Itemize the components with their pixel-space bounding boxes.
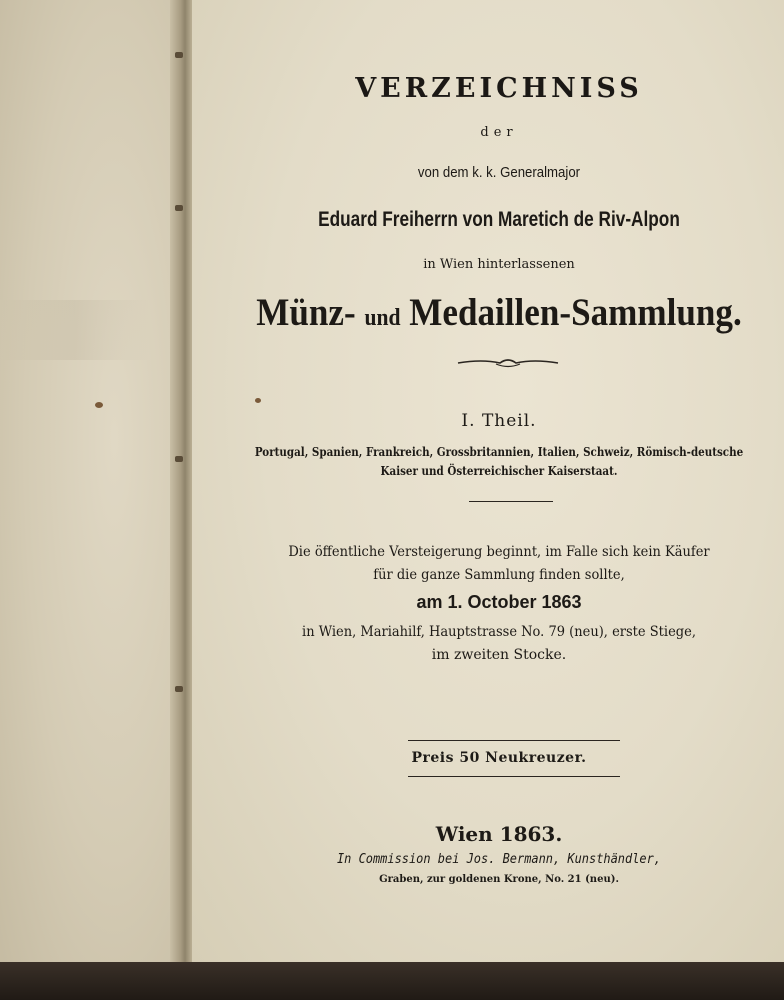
countries-line-1: Portugal, Spanien, Frankreich, Grossbritannien, Italien, Schweiz, Römisch-deutsche — [254, 445, 744, 459]
collection-title-part1: Münz- — [256, 291, 356, 334]
binding-stitch — [175, 52, 183, 58]
place-year: Wien 1863. — [435, 822, 563, 846]
shop-address: Graben, zur goldenen Krone, No. 21 (neu). — [379, 874, 619, 885]
auction-date: am 1. October 1863 — [416, 592, 582, 612]
collection-title — [243, 290, 756, 335]
title-page — [192, 0, 784, 965]
ornament-divider — [456, 356, 560, 370]
collection-title-und: und — [364, 305, 401, 331]
foxing-spot — [255, 398, 261, 403]
price-rule-bottom — [408, 776, 620, 777]
countries-line-2: Kaiser und Österreichischer Kaiserstaat. — [380, 464, 618, 478]
binding-stitch — [175, 456, 183, 462]
price: Preis 50 Neukreuzer. — [411, 750, 587, 766]
text-von-dem: von dem k. k. Generalmajor — [417, 164, 581, 181]
catalog-title: VERZEICHNISS — [355, 73, 643, 104]
text-in-wien: in Wien hinterlassenen — [423, 257, 575, 272]
address-line-1: in Wien, Mariahilf, Hauptstrasse No. 79 (neu), erste Stiege, — [302, 624, 696, 640]
commission-line: In Commission bei Jos. Bermann, Kunsthändler, — [336, 852, 662, 867]
binding-stitch — [175, 686, 183, 692]
book-bottom-edge — [0, 962, 784, 1000]
price-rule-top — [408, 740, 620, 741]
bleed-through-text — [0, 300, 150, 360]
left-page — [0, 0, 190, 975]
owner-name: Eduard Freiherrn von Maretich de Riv-Alpon — [318, 208, 680, 231]
address-line-2: im zweiten Stocke. — [431, 647, 567, 663]
divider-rule — [469, 501, 553, 502]
foxing-spot — [95, 402, 103, 408]
collection-title-part2: Medaillen-Sammlung. — [409, 291, 742, 334]
auction-line-2: für die ganze Sammlung finden sollte, — [373, 567, 625, 583]
part-heading: I. Theil. — [461, 411, 537, 431]
binding-stitch — [175, 205, 183, 211]
auction-line-1: Die öffentliche Versteigerung beginnt, im Falle sich kein Käufer — [288, 544, 710, 560]
text-der: der — [480, 125, 518, 140]
